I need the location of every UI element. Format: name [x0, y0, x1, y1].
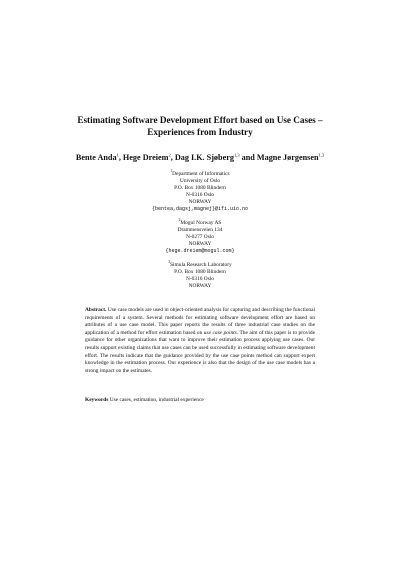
abstract	[85, 307, 315, 375]
author-name: Hege Dreiem	[122, 153, 169, 162]
author-separator: ,	[118, 153, 123, 162]
affiliation-mogul	[100, 220, 300, 255]
affiliation-line: NORWAY	[188, 240, 212, 247]
affiliation-line: Mogul Norway AS	[180, 220, 222, 226]
affiliation-line: N-0316 Oslo	[185, 191, 214, 198]
affiliation-line: University of Oslo	[179, 177, 221, 184]
paper-title-line1: Estimating Software Development Effort based on Use Cases –	[77, 115, 323, 125]
affiliation-line: Simula Research Laboratory	[170, 262, 232, 268]
abstract-text: Use case models are used in object-oriented analysis for capturing and describing the functional requirements of a system. Several methods for estimating software development effort are based on attributes of a use case model. This paper reports the results of three industrial case studies on the application of a method for effort estimation based on	[85, 307, 315, 336]
author-affiliation-marker: 1	[116, 152, 119, 158]
author-affiliation-marker: 1,3	[233, 152, 240, 158]
author-list	[40, 152, 360, 163]
affiliation-line: NORWAY	[188, 198, 212, 205]
abstract-emphasis: use case points	[203, 329, 237, 336]
affiliation-line: P.O. Box 1080 Blindern	[174, 184, 226, 191]
author-separator: ,	[170, 153, 175, 162]
affiliation-line: NORWAY	[188, 282, 212, 289]
author-affiliation-marker: 1,3	[318, 152, 325, 158]
affiliation-marker: 3	[168, 260, 171, 265]
affiliation-marker: 2	[178, 218, 181, 223]
author-conjunction: and	[239, 153, 257, 162]
abstract-text: . The aim of this paper is to provide guidance for other organizations that want to improve their estimation process applying use cases. Our results support existing claims that use cases can be used successfully in estimating software development effort. The results indicate that the guidance provided by the use case points method can support expert knowledge in the estimation process. Our experience is also that the design of the use case models has a strong impact on the estimates.	[85, 329, 315, 374]
author-affiliation-marker: 2	[168, 152, 171, 158]
affiliation-line: P.O. Box 1080 Blindern	[174, 268, 226, 275]
affiliation-marker: 1	[170, 169, 173, 174]
affiliation-informatics	[100, 171, 300, 212]
affiliation-line: N-0277 Oslo	[185, 233, 214, 240]
affiliation-email: {hege.dreiem@mogul.com}	[165, 247, 235, 254]
paper-title-line2: Experiences from Industry	[147, 127, 253, 137]
author-name: Bente Anda	[75, 153, 117, 162]
affiliation-email: {bentea,dagsj,magnej}@ifi.uio.no	[151, 205, 248, 212]
keywords-label: Keywords	[85, 397, 109, 403]
keywords-text: Use cases, estimation, industrial experience	[109, 397, 204, 403]
affiliation-line: Drammensveien 134	[177, 226, 223, 233]
affiliation-line: Department of Informatics	[172, 171, 230, 177]
abstract-label: Abstract.	[85, 307, 107, 313]
author-name: Dag I.K. Sjøberg	[174, 153, 234, 162]
affiliation-line: N-0316 Oslo	[185, 275, 214, 282]
keywords	[85, 397, 315, 405]
affiliation-simula	[100, 262, 300, 290]
author-name: Magne Jørgensen	[256, 153, 319, 162]
